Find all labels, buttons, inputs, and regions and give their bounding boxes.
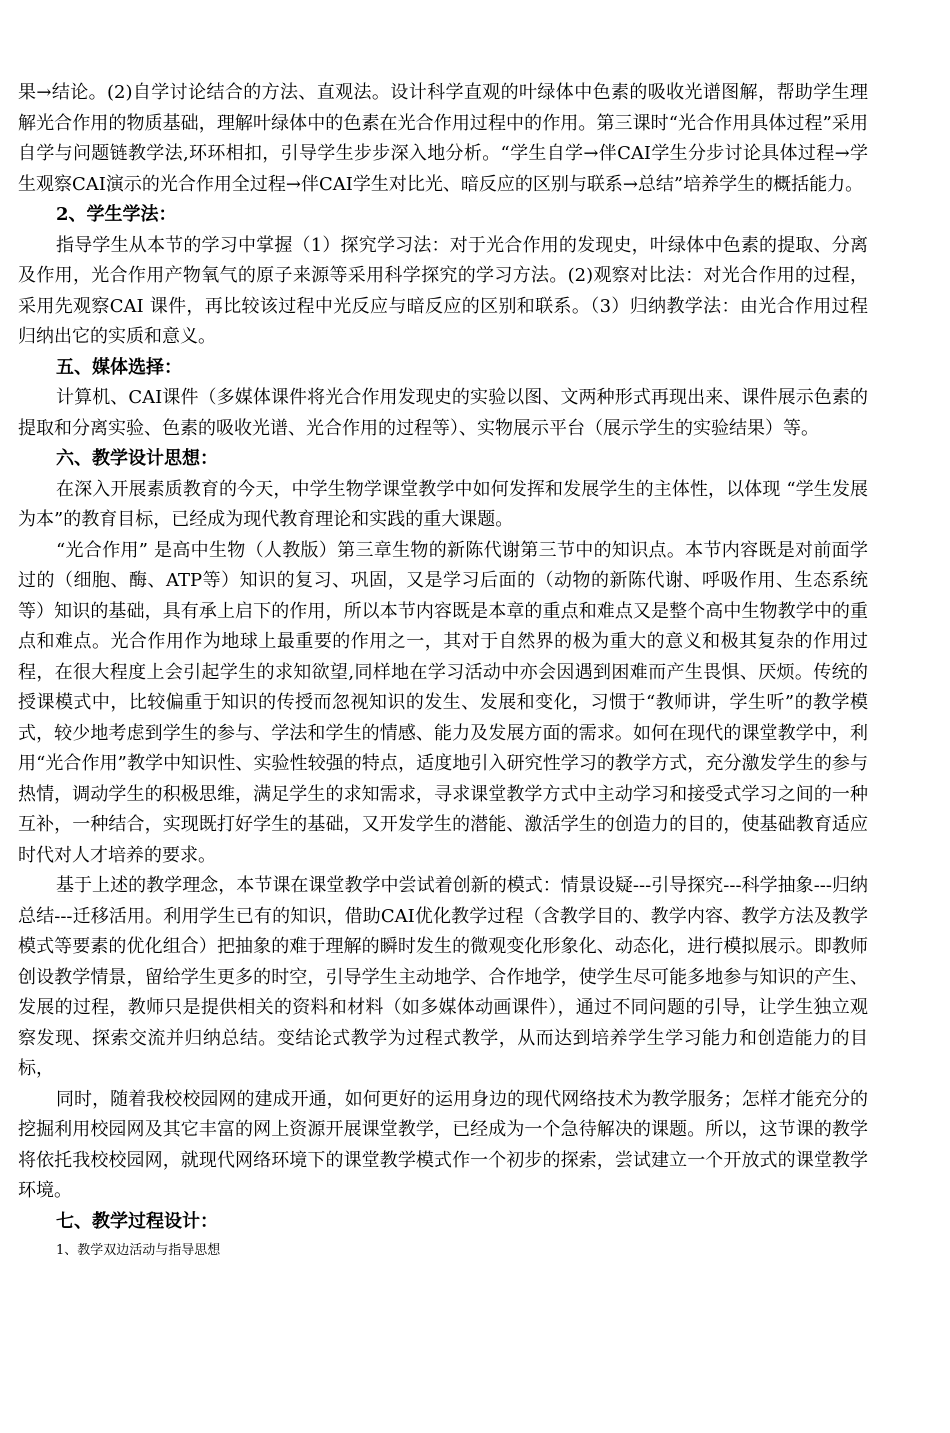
paragraph-teaching-model: 基于上述的教学理念，本节课在课堂教学中尝试着创新的模式：情景设疑---引导探究---科学抽象---归纳总结---迁移活用。利用学生已有的知识，借助CAI优化教学过程（含教学目的、教学内容、教学方法及教学模式等要素的优化组合）把抽象的难于理解的瞬时发生的微观变化形象化、动态化，进行模拟展示。即教师创设教学情景，留给学生更多的时空，引导学生主动地学、合作地学，使学生尽可能多地参与知识的产生、发展的过程，教师只是提供相关的资料和材料（如多媒体动画课件），通过不同问题的引导，让学生独立观察发现、探索交流并归纳总结。变结论式教学为过程式教学，从而达到培养学生学习能力和创造能力的目标， bbox=[18, 875, 868, 1079]
heading-teaching-process: 七、教学过程设计： bbox=[56, 1210, 218, 1232]
paragraph-design-idea-intro: 在深入开展素质教育的今天，中学生物学课堂教学中如何发挥和发展学生的主体性，以体现 “学生发展为本”的教育目标，已经成为现代教育理论和实践的重大课题。 bbox=[18, 478, 868, 530]
paragraph-photosynthesis-topic: “光合作用” 是高中生物（人教版）第三章生物的新陈代谢第三节中的知识点。本节内容既是对前面学过的（细胞、酶、ATP等）知识的复习、巩固，又是学习后面的（动物的新陈代谢、呼吸作用、生态系统等）知识的基础，具有承上启下的作用，所以本节内容既是本章的重点和难点又是整个高中生物教学中的重点和难点。光合作用作为地球上最重要的作用之一，其对于自然界的极为重大的意义和极其复杂的作用过程，在很大程度上会引起学生的求知欲望,同样地在学习活动中亦会因遇到困难而产生畏惧、厌烦。传统的授课模式中，比较偏重于知识的传授而忽视知识的发生、发展和变化，习惯于“教师讲，学生听”的教学模式，较少地考虑到学生的参与、学法和学生的情感、能力及发展方面的需求。如何在现代的课堂教学中，利用“光合作用”教学中知识性、实验性较强的特点，适度地引入研究性学习的教学方式，充分激发学生的参与热情，调动学生的积极思维，满足学生的求知需求，寻求课堂教学方式中主动学习和接受式学习之间的一种互补，一种结合，实现既打好学生的基础，又开发学生的潜能、激活学生的创造力的目的，使基础教育适应时代对人才培养的要求。 bbox=[18, 539, 868, 866]
document-page bbox=[18, 78, 868, 1261]
subheading-bilateral-activities: 1、教学双边活动与指导思想 bbox=[56, 1243, 221, 1258]
paragraph-teaching-method-continued: 果→结论。(2)自学讨论结合的方法、直观法。设计科学直观的叶绿体中色素的吸收光谱图解，帮助学生理解光合作用的物质基础，理解叶绿体中的色素在光合作用过程中的作用。第三课时“光合作用具体过程”采用自学与问题链教学法,环环相扣，引导学生步步深入地分析。“学生自学→伴CAI学生分步讨论具体过程→学生观察CAI演示的光合作用全过程→伴CAI学生对比光、暗反应的区别与联系→总结”培养学生的概括能力。 bbox=[18, 82, 868, 195]
heading-design-idea: 六、教学设计思想： bbox=[56, 448, 218, 469]
paragraph-campus-network: 同时，随着我校校园网的建成开通，如何更好的运用身边的现代网络技术为教学服务；怎样才能充分的挖掘利用校园网及其它丰富的网上资源开展课堂教学，已经成为一个急待解决的课题。所以，这节课的教学将依托我校校园网，就现代网络环境下的课堂教学模式作一个初步的探索，尝试建立一个开放式的课堂教学环境。 bbox=[18, 1088, 868, 1201]
heading-media-selection: 五、媒体选择： bbox=[56, 356, 182, 378]
paragraph-student-learning-method: 指导学生从本节的学习中掌握（1）探究学习法：对于光合作用的发现史，叶绿体中色素的提取、分离及作用，光合作用产物氧气的原子来源等采用科学探究的学习方法。(2)观察对比法：对光合作用的过程，采用先观察CAI 课件，再比较该过程中光反应与暗反应的区别和联系。（3）归纳教学法：由光合作用过程归纳出它的实质和意义。 bbox=[18, 234, 868, 347]
heading-student-learning-method: 2、学生学法： bbox=[56, 204, 177, 225]
paragraph-media-selection: 计算机、CAI课件（多媒体课件将光合作用发现史的实验以图、文两种形式再现出来、课件展示色素的提取和分离实验、色素的吸收光谱、光合作用的过程等）、实物展示平台（展示学生的实验结果）等。 bbox=[18, 387, 868, 439]
